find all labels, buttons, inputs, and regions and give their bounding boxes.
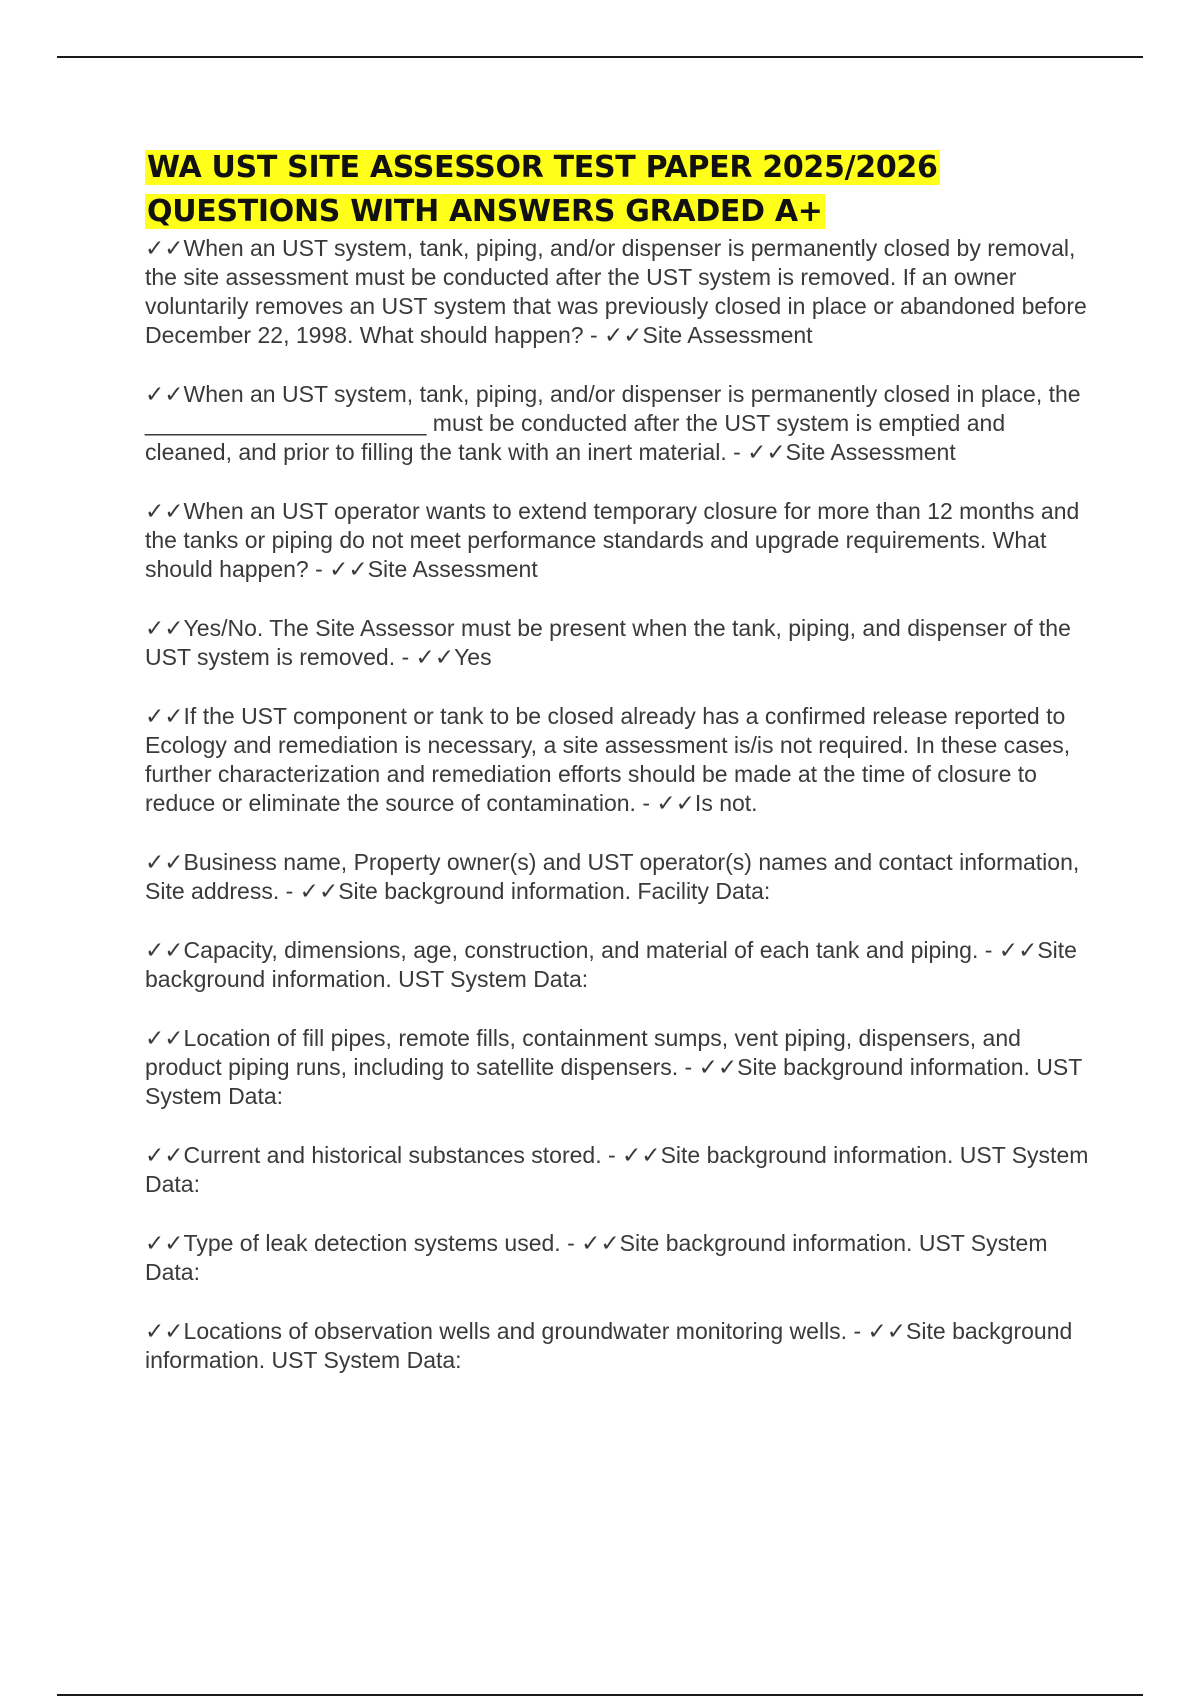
qa-item-10: ✓✓Type of leak detection systems used. - ✓✓Site background information. UST System Data:	[145, 1230, 1048, 1285]
top-rule	[57, 56, 1143, 58]
qa-item-9: ✓✓Current and historical substances stored. - ✓✓Site background information. UST System Data:	[145, 1142, 1089, 1197]
title-line-1: WA UST SITE ASSESSOR TEST PAPER 2025/2026	[147, 150, 938, 185]
qa-item-1: ✓✓When an UST system, tank, piping, and/or dispenser is permanently closed by removal, the site assessment must be conducted after the UST system is removed. If an owner voluntarily removes an UST system that was previously closed in place or abandoned before December 22, 1998. What should happen? - ✓✓Site Assessment	[145, 235, 1087, 348]
qa-item-5: ✓✓If the UST component or tank to be closed already has a confirmed release reported to Ecology and remediation is necessary, a site assessment is/is not required. In these cases, further characterization and remediation efforts should be made at the time of closure to reduce or eliminate the source of contamination. - ✓✓Is not.	[145, 703, 1071, 816]
qa-item-3: ✓✓When an UST operator wants to extend temporary closure for more than 12 months and the tanks or piping do not meet performance standards and upgrade requirements. What should happen? - ✓✓Site Assessment	[145, 498, 1080, 582]
bottom-rule	[57, 1694, 1143, 1696]
document-title	[145, 146, 1095, 234]
qa-item-4: ✓✓Yes/No. The Site Assessor must be present when the tank, piping, and dispenser of the UST system is removed. - ✓✓Yes	[145, 615, 1071, 670]
qa-item-7: ✓✓Capacity, dimensions, age, construction, and material of each tank and piping. - ✓✓Site background information. UST System Data:	[145, 937, 1077, 992]
qa-item-8: ✓✓Location of fill pipes, remote fills, containment sumps, vent piping, dispensers, and product piping runs, including to satellite dispensers. - ✓✓Site background information. UST System Data:	[145, 1025, 1082, 1109]
qa-item-6: ✓✓Business name, Property owner(s) and UST operator(s) names and contact information, Site address. - ✓✓Site background information. Facility Data:	[145, 849, 1080, 904]
document-body	[145, 146, 1095, 1405]
qa-item-2: ✓✓When an UST system, tank, piping, and/or dispenser is permanently closed in place, the ______________________ must be conducted after the UST system is emptied and cleaned, and prior to filling the tank with an inert material. - ✓✓Site Assessment	[145, 381, 1081, 465]
title-line-2: QUESTIONS WITH ANSWERS GRADED A+	[147, 194, 823, 229]
qa-item-11: ✓✓Locations of observation wells and groundwater monitoring wells. - ✓✓Site background information. UST System Data:	[145, 1318, 1073, 1373]
